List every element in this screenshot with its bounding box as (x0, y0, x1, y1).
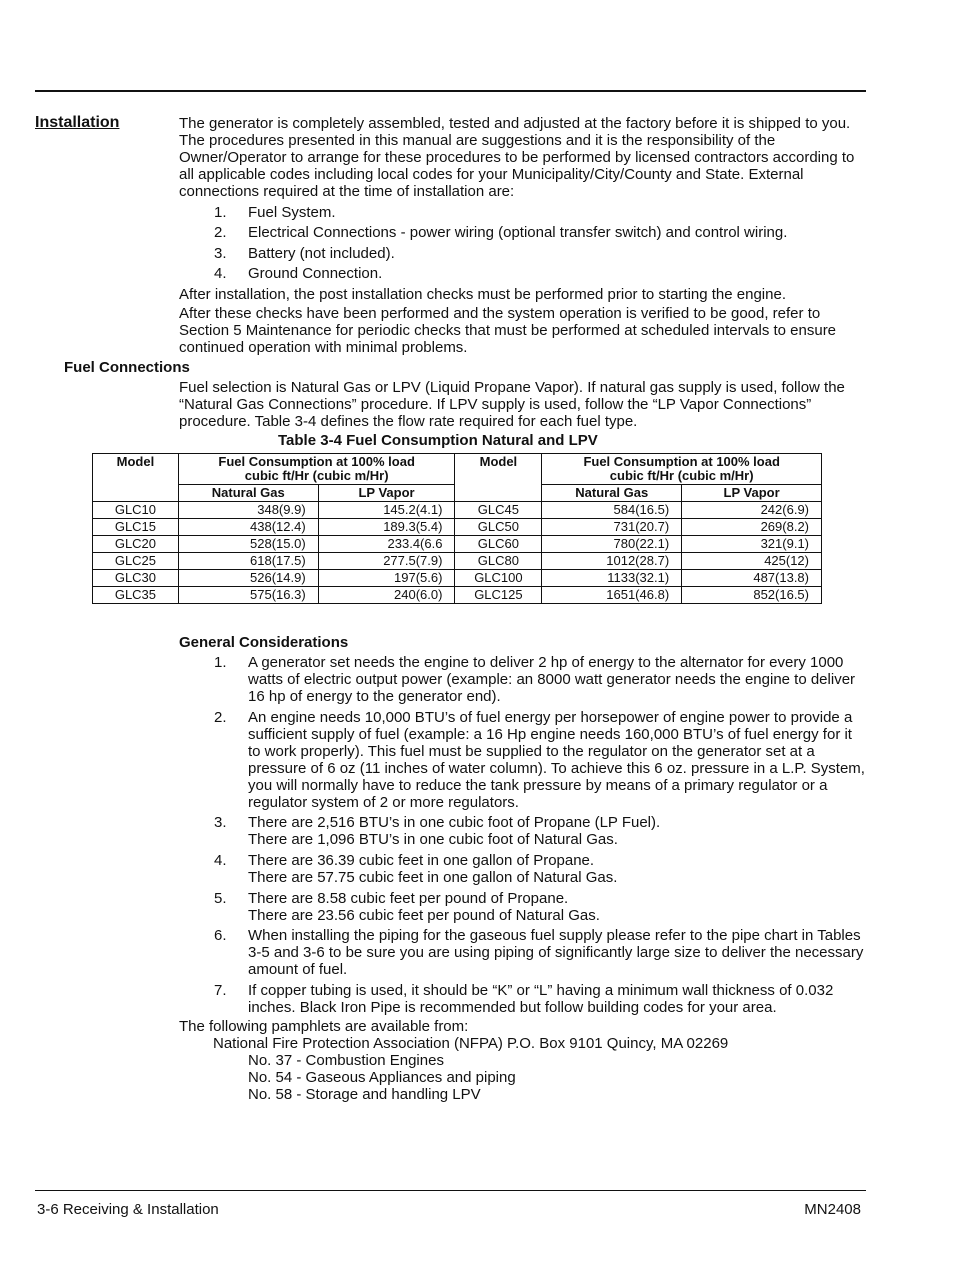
consumption-header: Fuel Consumption at 100% load cubic ft/Hr (cubic m/Hr) (542, 454, 822, 485)
considerations-list: 1. A generator set needs the engine to deliver 2 hp of energy to the alternator for every 1000 watts of electric output power (example: an 8000 watt generator needs the engine to deliver 16 hp of energy to the generator end). 2. An engine needs 10,000 BTU’s of fuel energy per horsepower of engine power to provide a sufficient supply of fuel (example: a 16 Hp engine needs 160,000 BTU’s of fuel energy for it to work properly). This fuel must be supplied to the regulator on the generator set at a pressure of 6 oz (11 inches of water column). To achieve this 6 oz. pressure in a L.P. System, you will normally have to reduce the tank pressure by means of a primary regulator or a regulator system of 2 or more regulators. 3. There are 2,516 BTU’s in one cubic foot of Propane (LP Fuel). There are 1,096 BTU’s in one cubic foot of Natural Gas. 4. There are 36.39 cubic feet in one gallon of Propane. There are 57.75 cubic feet in one gallon of Natural Gas. 5. There are 8.58 cubic feet per pound of Propane. There are 23.56 cubic feet per pound of Natural Gas. 6. When installing the piping for the gaseous fuel supply please refer to the pipe chart in Tables 3-5 and 3-6 to be sure you are using piping of significantly large size to deliver the necessary amount of fuel. 7. If copper tubing is used, it should be “K” or “L” having a minimum wall thickness of 0.032 inches. Black Iron Pipe is recommended but follow building codes for your area. (214, 654, 865, 1016)
footer-section-label: 3-6 Receiving & Installation (37, 1201, 219, 1218)
table-caption: Table 3-4 Fuel Consumption Natural and LPV (278, 432, 598, 449)
table-header-row (93, 454, 822, 485)
table-row: GLC35 575(16.3) 240(6.0) GLC125 1651(46.8) 852(16.5) (93, 587, 822, 604)
table-row: GLC25 618(17.5) 277.5(7.9) GLC80 1012(28.7) 425(12) (93, 553, 822, 570)
pamphlets-intro: The following pamphlets are available from: (179, 1018, 469, 1035)
model-header: Model (93, 454, 179, 502)
section-heading: Installation (35, 114, 120, 131)
fuel-consumption-table (92, 453, 822, 604)
maintenance-paragraph: After these checks have been performed and the system operation is verified to be good, refer to Section 5 Maintenance for periodic checks that must be performed at scheduled intervals to ensure continued operation with minimal problems. (179, 305, 837, 356)
natural-gas-header: Natural Gas (178, 485, 318, 502)
fuel-connections-paragraph: Fuel selection is Natural Gas or LPV (Liquid Propane Vapor). If natural gas supply is used, follow the “Natural Gas Connections” procedure. If LPV supply is used, follow the “LP Vapor Connections” procedure. Table 3-4 defines the flow rate required for each fuel type. (179, 379, 845, 430)
table-row: GLC20 528(15.0) 233.4(6.6 GLC60 780(22.1) 321(9.1) (93, 536, 822, 553)
pamphlet-item: No. 54 - Gaseous Appliances and piping (248, 1069, 516, 1086)
pamphlet-item: No. 58 - Storage and handling LPV (248, 1086, 481, 1103)
lp-vapor-header: LP Vapor (682, 485, 822, 502)
pamphlet-item: No. 37 - Combustion Engines (248, 1052, 444, 1069)
general-considerations-heading: General Considerations (179, 634, 349, 651)
intro-paragraph: The generator is completely assembled, tested and adjusted at the factory before it is shipped to you. The procedures presented in this manual are suggestions and it is the responsibility of the Owner/Operator to arrange for these procedures to be performed by licensed contractors according to all applicable codes including local codes for your Municipality/City/County and State. External connections required at the time of installation are: (179, 115, 855, 200)
top-rule (35, 90, 866, 92)
bottom-rule (35, 1190, 866, 1191)
connections-list: 1. Fuel System. 2. Electrical Connections - power wiring (optional transfer switch) and control wiring. 3. Battery (not included). 4. Ground Connection. (214, 204, 788, 282)
table-row: GLC30 526(14.9) 197(5.6) GLC100 1133(32.1) 487(13.8) (93, 570, 822, 587)
post-install-paragraph: After installation, the post installation checks must be performed prior to starting the engine. (179, 286, 786, 303)
natural-gas-header: Natural Gas (542, 485, 682, 502)
consumption-header: Fuel Consumption at 100% load cubic ft/Hr (cubic m/Hr) (178, 454, 455, 485)
table-row: GLC15 438(12.4) 189.3(5.4) GLC50 731(20.7) 269(8.2) (93, 519, 822, 536)
table-row: GLC10 348(9.9) 145.2(4.1) GLC45 584(16.5) 242(6.9) (93, 502, 822, 519)
lp-vapor-header: LP Vapor (318, 485, 455, 502)
fuel-connections-heading: Fuel Connections (64, 359, 190, 376)
nfpa-address: National Fire Protection Association (NFPA) P.O. Box 9101 Quincy, MA 02269 (213, 1035, 729, 1052)
footer-document-number: MN2408 (804, 1201, 861, 1218)
model-header: Model (455, 454, 542, 502)
